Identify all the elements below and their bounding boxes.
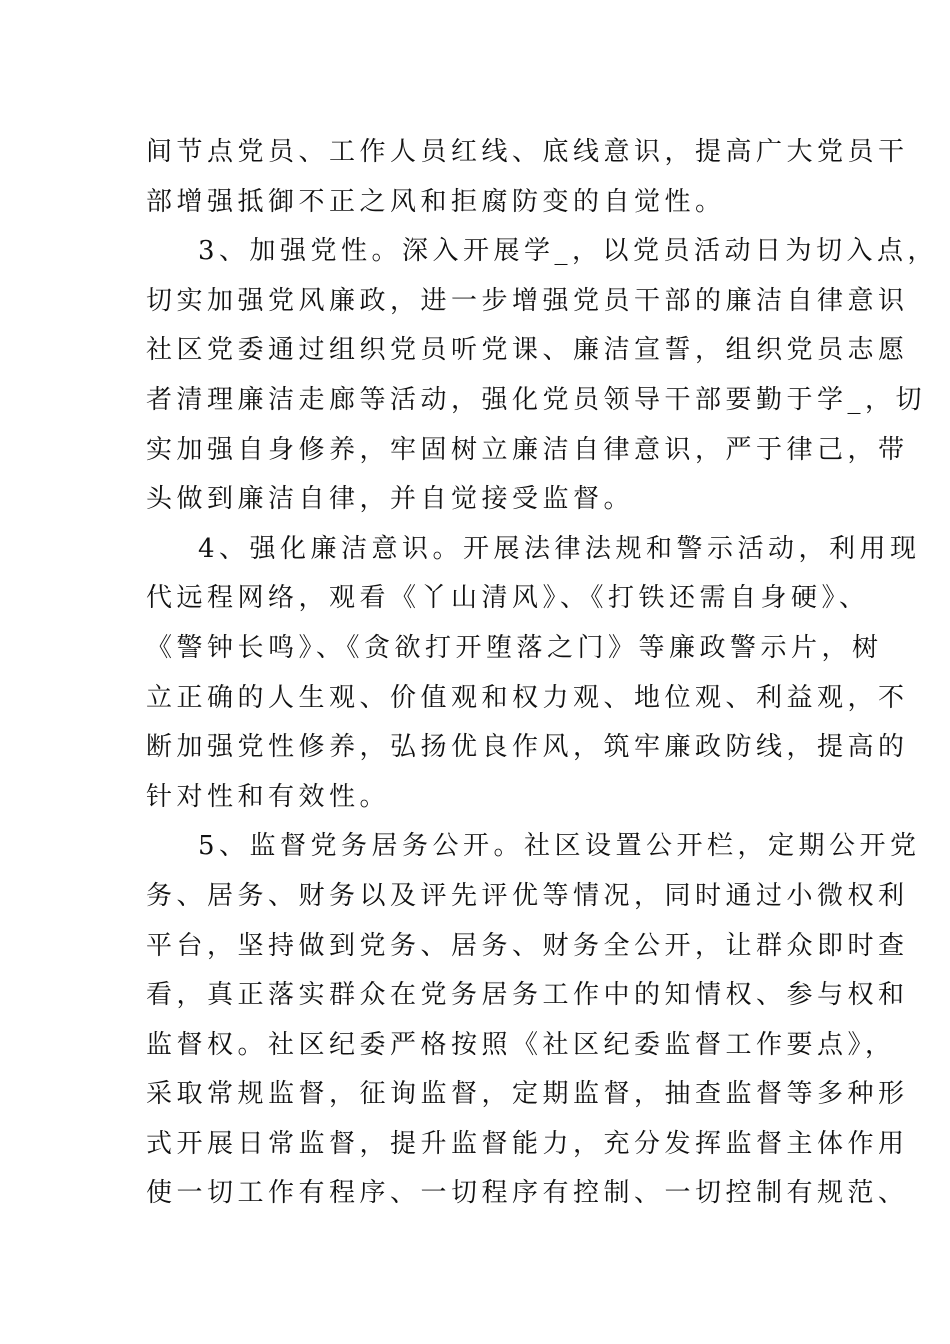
text-line: 切实加强党风廉政，进一步增强党员干部的廉洁自律意识 xyxy=(146,285,909,316)
document-body xyxy=(146,128,939,1219)
text-line: 看，真正落实群众在党务居务工作中的知情权、参与权和 xyxy=(146,980,909,1011)
text-line: 间节点党员、工作人员红线、底线意识，提高广大党员干 xyxy=(146,137,909,167)
text-line: 务、居务、财务以及评先评优等情况，同时通过小微权利 xyxy=(146,880,909,911)
text-line: 使一切工作有程序、一切程序有控制、一切控制有规范、 xyxy=(146,1178,909,1209)
text-line: 《警钟长鸣》、《贪欲打开堕落之门》等廉政警示片，树 xyxy=(146,632,883,663)
text-line: 针对性和有效性。 xyxy=(146,781,391,812)
text-line: 实加强自身修养，牢固树立廉洁自律意识，严于律己，带 xyxy=(146,434,909,465)
text-line: 立正确的人生观、价值观和权力观、地位观、利益观，不 xyxy=(146,682,909,713)
text-line: 断加强党性修养，弘扬优良作风，筑牢廉政防线，提高的 xyxy=(146,732,909,763)
text-line: 代远程网络，观看《丫山清风》、《打铁还需自身硬》、 xyxy=(146,583,870,614)
text-line: 部增强抵御不正之风和拒腐防变的自觉性。 xyxy=(146,186,726,217)
text-line: 者清理廉洁走廊等活动，强化党员领导干部要勤于学_，切 xyxy=(146,384,927,415)
text-line: 式开展日常监督，提升监督能力，充分发挥监督主体作用 xyxy=(146,1128,909,1159)
text-line: 头做到廉洁自律，并自觉接受监督。 xyxy=(146,484,635,515)
text-line: 3、加强党性。深入开展学_，以党员活动日为切入点， xyxy=(198,236,939,267)
text-line: 4、强化廉洁意识。开展法律法规和警示活动，利用现 xyxy=(198,533,921,564)
text-line: 5、监督党务居务公开。社区设置公开栏，定期公开党 xyxy=(198,831,921,862)
text-line: 社区党委通过组织党员听党课、廉洁宣誓，组织党员志愿 xyxy=(146,335,909,366)
text-line: 平台，坚持做到党务、居务、财务全公开，让群众即时查 xyxy=(146,930,909,961)
text-line: 监督权。社区纪委严格按照《社区纪委监督工作要点》， xyxy=(146,1029,896,1060)
text-line: 采取常规监督，征询监督，定期监督，抽查监督等多种形 xyxy=(146,1079,909,1110)
